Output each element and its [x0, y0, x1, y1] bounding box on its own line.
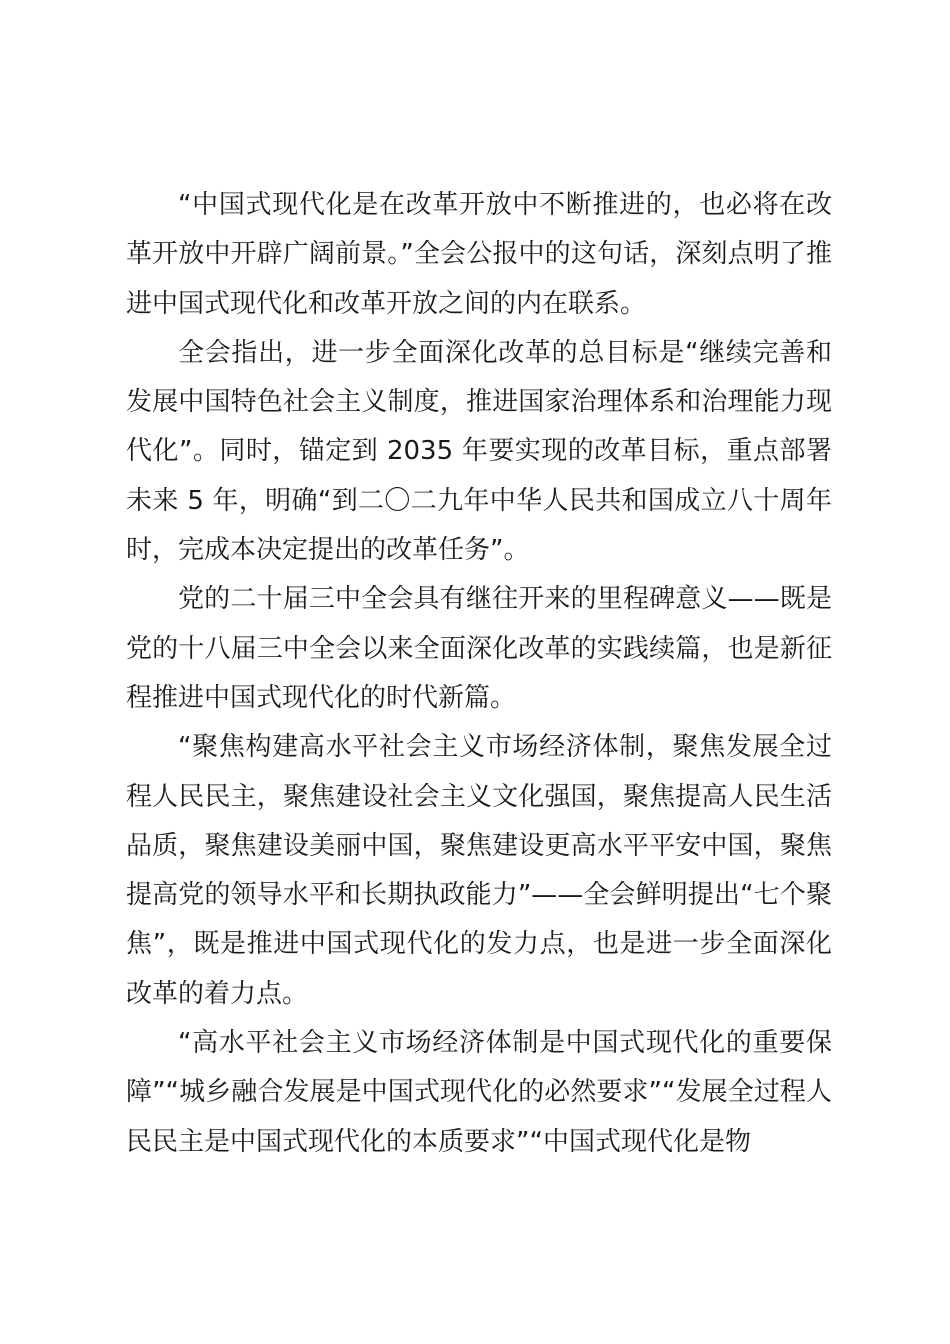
paragraph-3: 党的二十届三中全会具有继往开来的里程碑意义——既是党的十八届三中全会以来全面深化改革的实践续篇，也是新征程推进中国式现代化的时代新篇。 — [126, 584, 832, 713]
body-text — [126, 181, 832, 1167]
paragraph-4: “聚焦构建高水平社会主义市场经济体制，聚焦发展全过程人民民主，聚焦建设社会主义文化强国，聚焦提高人民生活品质，聚焦建设美丽中国，聚焦建设更高水平平安中国，聚焦提高党的领导水平和长期执政能力”——全会鲜明提出“七个聚焦”，既是推进中国式现代化的发力点，也是进一步全面深化改革的着力点。 — [126, 732, 832, 1009]
paragraph-1: “中国式现代化是在改革开放中不断推进的，也必将在改革开放中开辟广阔前景。”全会公报中的这句话，深刻点明了推进中国式现代化和改革开放之间的内在联系。 — [126, 190, 832, 319]
paragraph-5: “高水平社会主义市场经济体制是中国式现代化的重要保障”“城乡融合发展是中国式现代化的必然要求”“发展全过程人民民主是中国式现代化的本质要求”“中国式现代化是物 — [126, 1028, 832, 1157]
paragraph-2: 全会指出，进一步全面深化改革的总目标是“继续完善和发展中国特色社会主义制度，推进国家治理体系和治理能力现代化”。同时，锚定到 2035 年要实现的改革目标，重点部署未来 5 年，明确“到二〇二九年中华人民共和国成立八十周年时，完成本决定提出的改革任务”。 — [126, 337, 832, 566]
